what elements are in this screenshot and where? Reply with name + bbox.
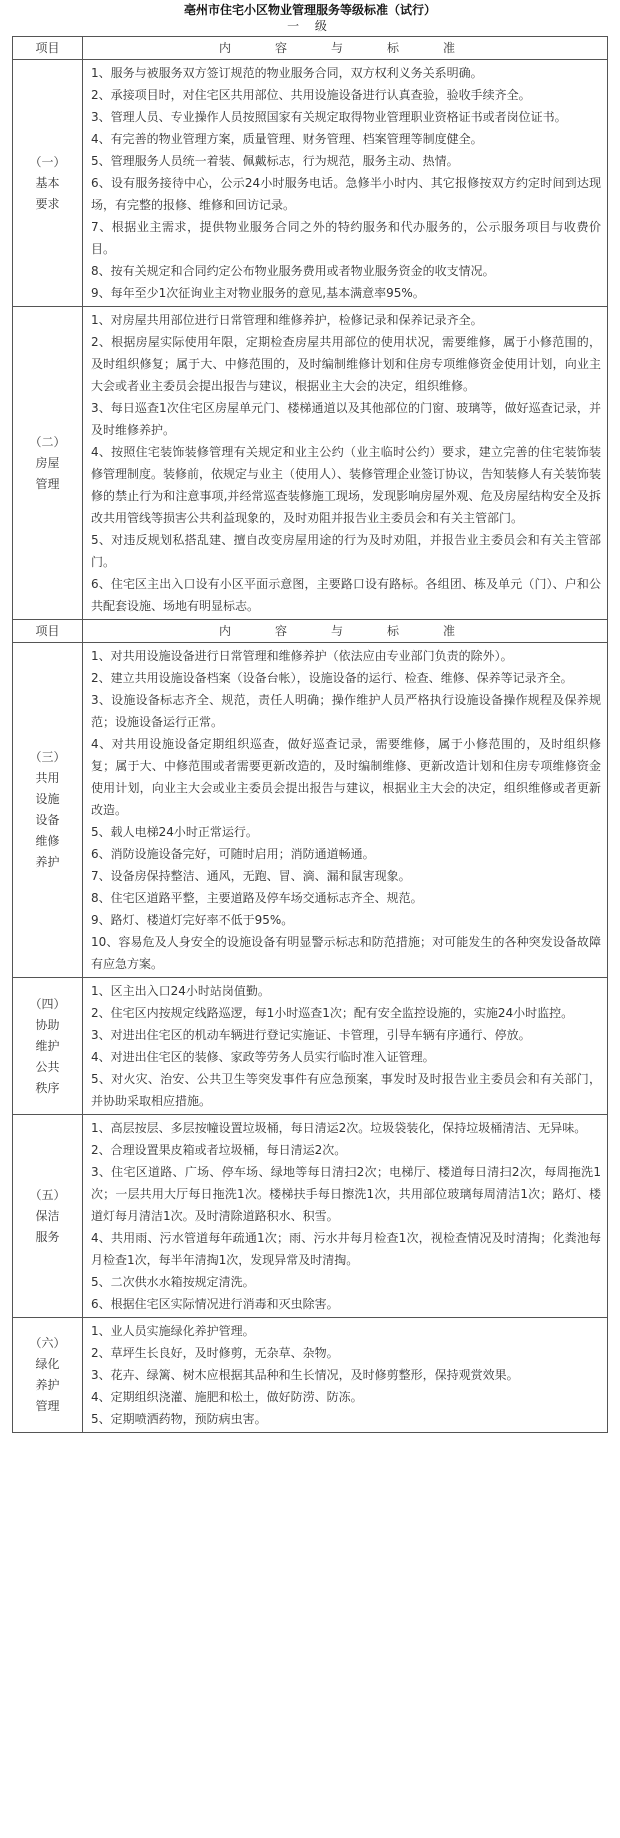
table-header-row-repeat bbox=[13, 620, 608, 643]
standard-item: 1、业人员实施绿化养护管理。 bbox=[91, 1324, 255, 1338]
header-item: 项目 bbox=[13, 37, 83, 60]
section-label bbox=[13, 978, 83, 1115]
standard-item: 4、定期组织浇灌、施肥和松土，做好防涝、防冻。 bbox=[91, 1390, 363, 1404]
standard-item: 1、对房屋共用部位进行日常管理和维修养护，检修记录和保养记录齐全。 bbox=[91, 313, 483, 327]
table-header-row bbox=[13, 37, 608, 60]
standard-item: 3、对进出住宅区的机动车辆进行登记实施证、卡管理，引导车辆有序通行、停放。 bbox=[91, 1028, 531, 1042]
standard-item: 6、设有服务接待中心，公示24小时服务电话。急修半小时内、其它报修按双方约定时间到达现场，有完整的报修、维修和回访记录。 bbox=[91, 176, 601, 212]
standard-item: 2、建立共用设施设备档案（设备台帐），设施设备的运行、检查、维修、保养等记录齐全。 bbox=[91, 671, 573, 685]
section-name: 保洁服务 bbox=[35, 1208, 60, 1244]
standard-item: 1、服务与被服务双方签订规范的物业服务合同，双方权利义务关系明确。 bbox=[91, 66, 483, 80]
standard-item: 10、容易危及人身安全的设施设备有明显警示标志和防范措施；对可能发生的各种突发设备故障有应急方案。 bbox=[91, 935, 601, 971]
service-level: 一 级 bbox=[287, 19, 333, 33]
section-number: （五） bbox=[29, 1187, 66, 1202]
section-row bbox=[13, 60, 608, 307]
standard-item: 2、草坪生长良好，及时修剪，无杂草、杂物。 bbox=[91, 1346, 339, 1360]
standard-item: 1、高层按层、多层按幢设置垃圾桶，每日清运2次。垃圾袋装化，保持垃圾桶清洁、无异味。 bbox=[91, 1121, 587, 1135]
section-content bbox=[83, 978, 608, 1115]
section-label bbox=[13, 1318, 83, 1433]
standard-item: 2、合理设置果皮箱或者垃圾桶，每日清运2次。 bbox=[91, 1143, 347, 1157]
section-content bbox=[83, 307, 608, 620]
standard-item: 4、有完善的物业管理方案，质量管理、财务管理、档案管理等制度健全。 bbox=[91, 132, 483, 146]
section-number: （二） bbox=[29, 434, 66, 449]
section-label bbox=[13, 1115, 83, 1318]
section-number: （四） bbox=[29, 996, 66, 1011]
standard-item: 2、承接项目时，对住宅区共用部位、共用设施设备进行认真查验，验收手续齐全。 bbox=[91, 88, 531, 102]
section-name: 绿化养护管理 bbox=[35, 1357, 60, 1413]
standard-item: 6、消防设施设备完好，可随时启用；消防通道畅通。 bbox=[91, 847, 375, 861]
section-row bbox=[13, 978, 608, 1115]
header-item: 项目 bbox=[13, 620, 83, 643]
standard-item: 2、住宅区内按规定线路巡逻，每1小时巡查1次；配有安全监控设施的，实施24小时监控。 bbox=[91, 1006, 574, 1020]
standard-item: 3、每日巡查1次住宅区房屋单元门、楼梯通道以及其他部位的门窗、玻璃等，做好巡查记录，并及时维修养护。 bbox=[91, 401, 601, 437]
standard-item: 3、管理人员、专业操作人员按照国家有关规定取得物业管理职业资格证书或者岗位证书。 bbox=[91, 110, 567, 124]
standard-item: 6、根据住宅区实际情况进行消毒和灭虫除害。 bbox=[91, 1297, 339, 1311]
standards-table bbox=[12, 36, 608, 1433]
page bbox=[0, 2, 620, 1838]
standard-item: 9、路灯、楼道灯完好率不低于95%。 bbox=[91, 913, 294, 927]
section-content bbox=[83, 1318, 608, 1433]
standard-item: 5、对火灾、治安、公共卫生等突发事件有应急预案，事发时及时报告业主委员会和有关部门，并协助采取相应措施。 bbox=[91, 1072, 601, 1108]
standard-item: 3、住宅区道路、广场、停车场、绿地等每日清扫2次；电梯厅、楼道每日清扫2次，每周拖洗1次；一层共用大厅每日拖洗1次。楼梯扶手每日擦洗1次，共用部位玻璃每周清洁1次；路灯、楼道灯每月清洁1次。及时清除道路积水、积雪。 bbox=[91, 1165, 601, 1223]
header-content bbox=[83, 37, 608, 60]
standard-item: 6、住宅区主出入口设有小区平面示意图，主要路口设有路标。各组团、栋及单元（门）、户和公共配套设施、场地有明显标志。 bbox=[91, 577, 601, 613]
standard-item: 4、对共用设施设备定期组织巡查，做好巡查记录，需要维修，属于小修范围的，及时组织修复；属于大、中修范围或者需要更新改造的，及时编制维修、更新改造计划和住房专项维修资金使用计划，向业主大会或业主委员会提出报告与建议，根据业主大会的决定，组织维修或者更新改造。 bbox=[91, 737, 601, 817]
standard-item: 5、载人电梯24小时正常运行。 bbox=[91, 825, 258, 839]
standard-item: 4、对进出住宅区的装修、家政等劳务人员实行临时准入证管理。 bbox=[91, 1050, 435, 1064]
section-number: （三） bbox=[29, 750, 66, 764]
header-content bbox=[83, 620, 608, 643]
standard-item: 8、住宅区道路平整，主要道路及停车场交通标志齐全、规范。 bbox=[91, 891, 423, 905]
section-row bbox=[13, 1115, 608, 1318]
section-number: （一） bbox=[29, 154, 66, 169]
standard-item: 7、根据业主需求，提供物业服务合同之外的特约服务和代办服务的，公示服务项目与收费价目。 bbox=[91, 220, 601, 256]
section-name: 共用设施设备维修养护 bbox=[35, 771, 60, 869]
section-label bbox=[13, 307, 83, 620]
standard-item: 2、根据房屋实际使用年限，定期检查房屋共用部位的使用状况，需要维修，属于小修范围的，及时组织修复；属于大、中修范围的，及时编制维修计划和住房专项维修资金使用计划，向业主大会或者业主委员会提出报告与建议，根据业主大会的决定，组织维修。 bbox=[91, 335, 601, 393]
section-label bbox=[13, 60, 83, 307]
section-name: 基本要求 bbox=[35, 175, 60, 211]
standard-item: 5、对违反规划私搭乱建、擅自改变房屋用途的行为及时劝阻，并报告业主委员会和有关主管部门。 bbox=[91, 533, 601, 569]
standard-item: 1、区主出入口24小时站岗值勤。 bbox=[91, 984, 270, 998]
section-name: 房屋管理 bbox=[35, 455, 60, 491]
standard-item: 4、按照住宅装饰装修管理有关规定和业主公约（业主临时公约）要求，建立完善的住宅装饰装修管理制度。装修前，依规定与业主（使用人）、装修管理企业签订协议，告知装修人有关装饰装修的禁止行为和注意事项,并经常巡查装修施工现场，发现影响房屋外观、危及房屋结构安全及拆改共用管线等损害公共利益现象的，及时劝阻并报告业主委员会和有关主管部门。 bbox=[91, 445, 602, 525]
section-row bbox=[13, 1318, 608, 1433]
standard-item: 5、管理服务人员统一着装、佩戴标志，行为规范，服务主动、热情。 bbox=[91, 154, 459, 168]
standard-item: 3、花卉、绿篱、树木应根据其品种和生长情况，及时修剪整形，保持观赏效果。 bbox=[91, 1368, 519, 1382]
section-name: 协助维护公共秩序 bbox=[35, 1017, 60, 1095]
standard-item: 7、设备房保持整洁、通风，无跑、冒、滴、漏和鼠害现象。 bbox=[91, 869, 411, 883]
section-row bbox=[13, 643, 608, 978]
document-title: 亳州市住宅小区物业管理服务等级标准（试行） bbox=[183, 3, 436, 17]
section-content bbox=[83, 1115, 608, 1318]
header-content-label: 内 容 与 标 准 bbox=[218, 41, 471, 55]
standard-item: 3、设施设备标志齐全、规范，责任人明确；操作维护人员严格执行设施设备操作规程及保养规范；设施设备运行正常。 bbox=[91, 693, 601, 729]
standard-item: 8、按有关规定和合同约定公布物业服务费用或者物业服务资金的收支情况。 bbox=[91, 264, 495, 278]
standard-item: 1、对共用设施设备进行日常管理和维修养护（依法应由专业部门负责的除外）。 bbox=[91, 649, 513, 663]
standard-item: 4、共用雨、污水管道每年疏通1次；雨、污水井每月检查1次，视检查情况及时清掏；化粪池每月检查1次，每半年清掏1次，发现异常及时清掏。 bbox=[91, 1231, 601, 1267]
section-content bbox=[83, 60, 608, 307]
section-row bbox=[13, 307, 608, 620]
standard-item: 9、每年至少1次征询业主对物业服务的意见,基本满意率95%。 bbox=[91, 286, 425, 300]
standard-item: 5、定期喷洒药物，预防病虫害。 bbox=[91, 1412, 267, 1426]
section-label bbox=[13, 643, 83, 978]
section-content bbox=[83, 643, 608, 978]
standard-item: 5、二次供水水箱按规定清洗。 bbox=[91, 1275, 255, 1289]
header-content-label: 内 容 与 标 准 bbox=[218, 624, 471, 638]
section-number: （六） bbox=[29, 1336, 66, 1350]
